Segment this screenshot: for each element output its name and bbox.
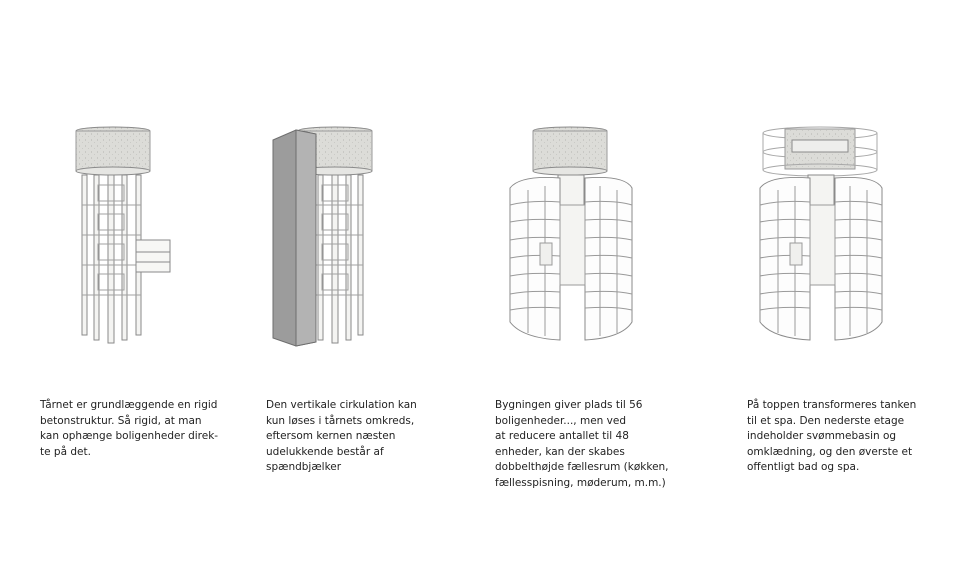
caption-panel-2: Den vertikale cirkulation kan kun løses i tårnets omkreds, eftersom kernen næsten udelukkende består af spændbjælker — [266, 399, 417, 473]
caption-panel-4: På toppen transformeres tanken til et spa. Den nederste etage indeholder svømmebasin og omklædning, og den øverste et offentligt bad og spa. — [747, 399, 917, 473]
caption-panel-1: Tårnet er grundlæggende en rigid betonstruktur. Så rigid, at man kan ophænge boligenheder direk- te på det. — [40, 399, 219, 458]
caption-panel-3: Bygningen giver plads til 56 boligenheder..., men ved at reducere antallet til 48 enheder, kan der skabes dobbelthøjde fællesrum (køkken, fællesspisning, møderum, m.m.) — [495, 399, 669, 489]
tower-diagram-2 — [273, 127, 372, 346]
tower-diagram-1 — [76, 127, 170, 343]
tower-diagram-3 — [510, 127, 632, 340]
tower-diagram-4 — [760, 127, 882, 340]
